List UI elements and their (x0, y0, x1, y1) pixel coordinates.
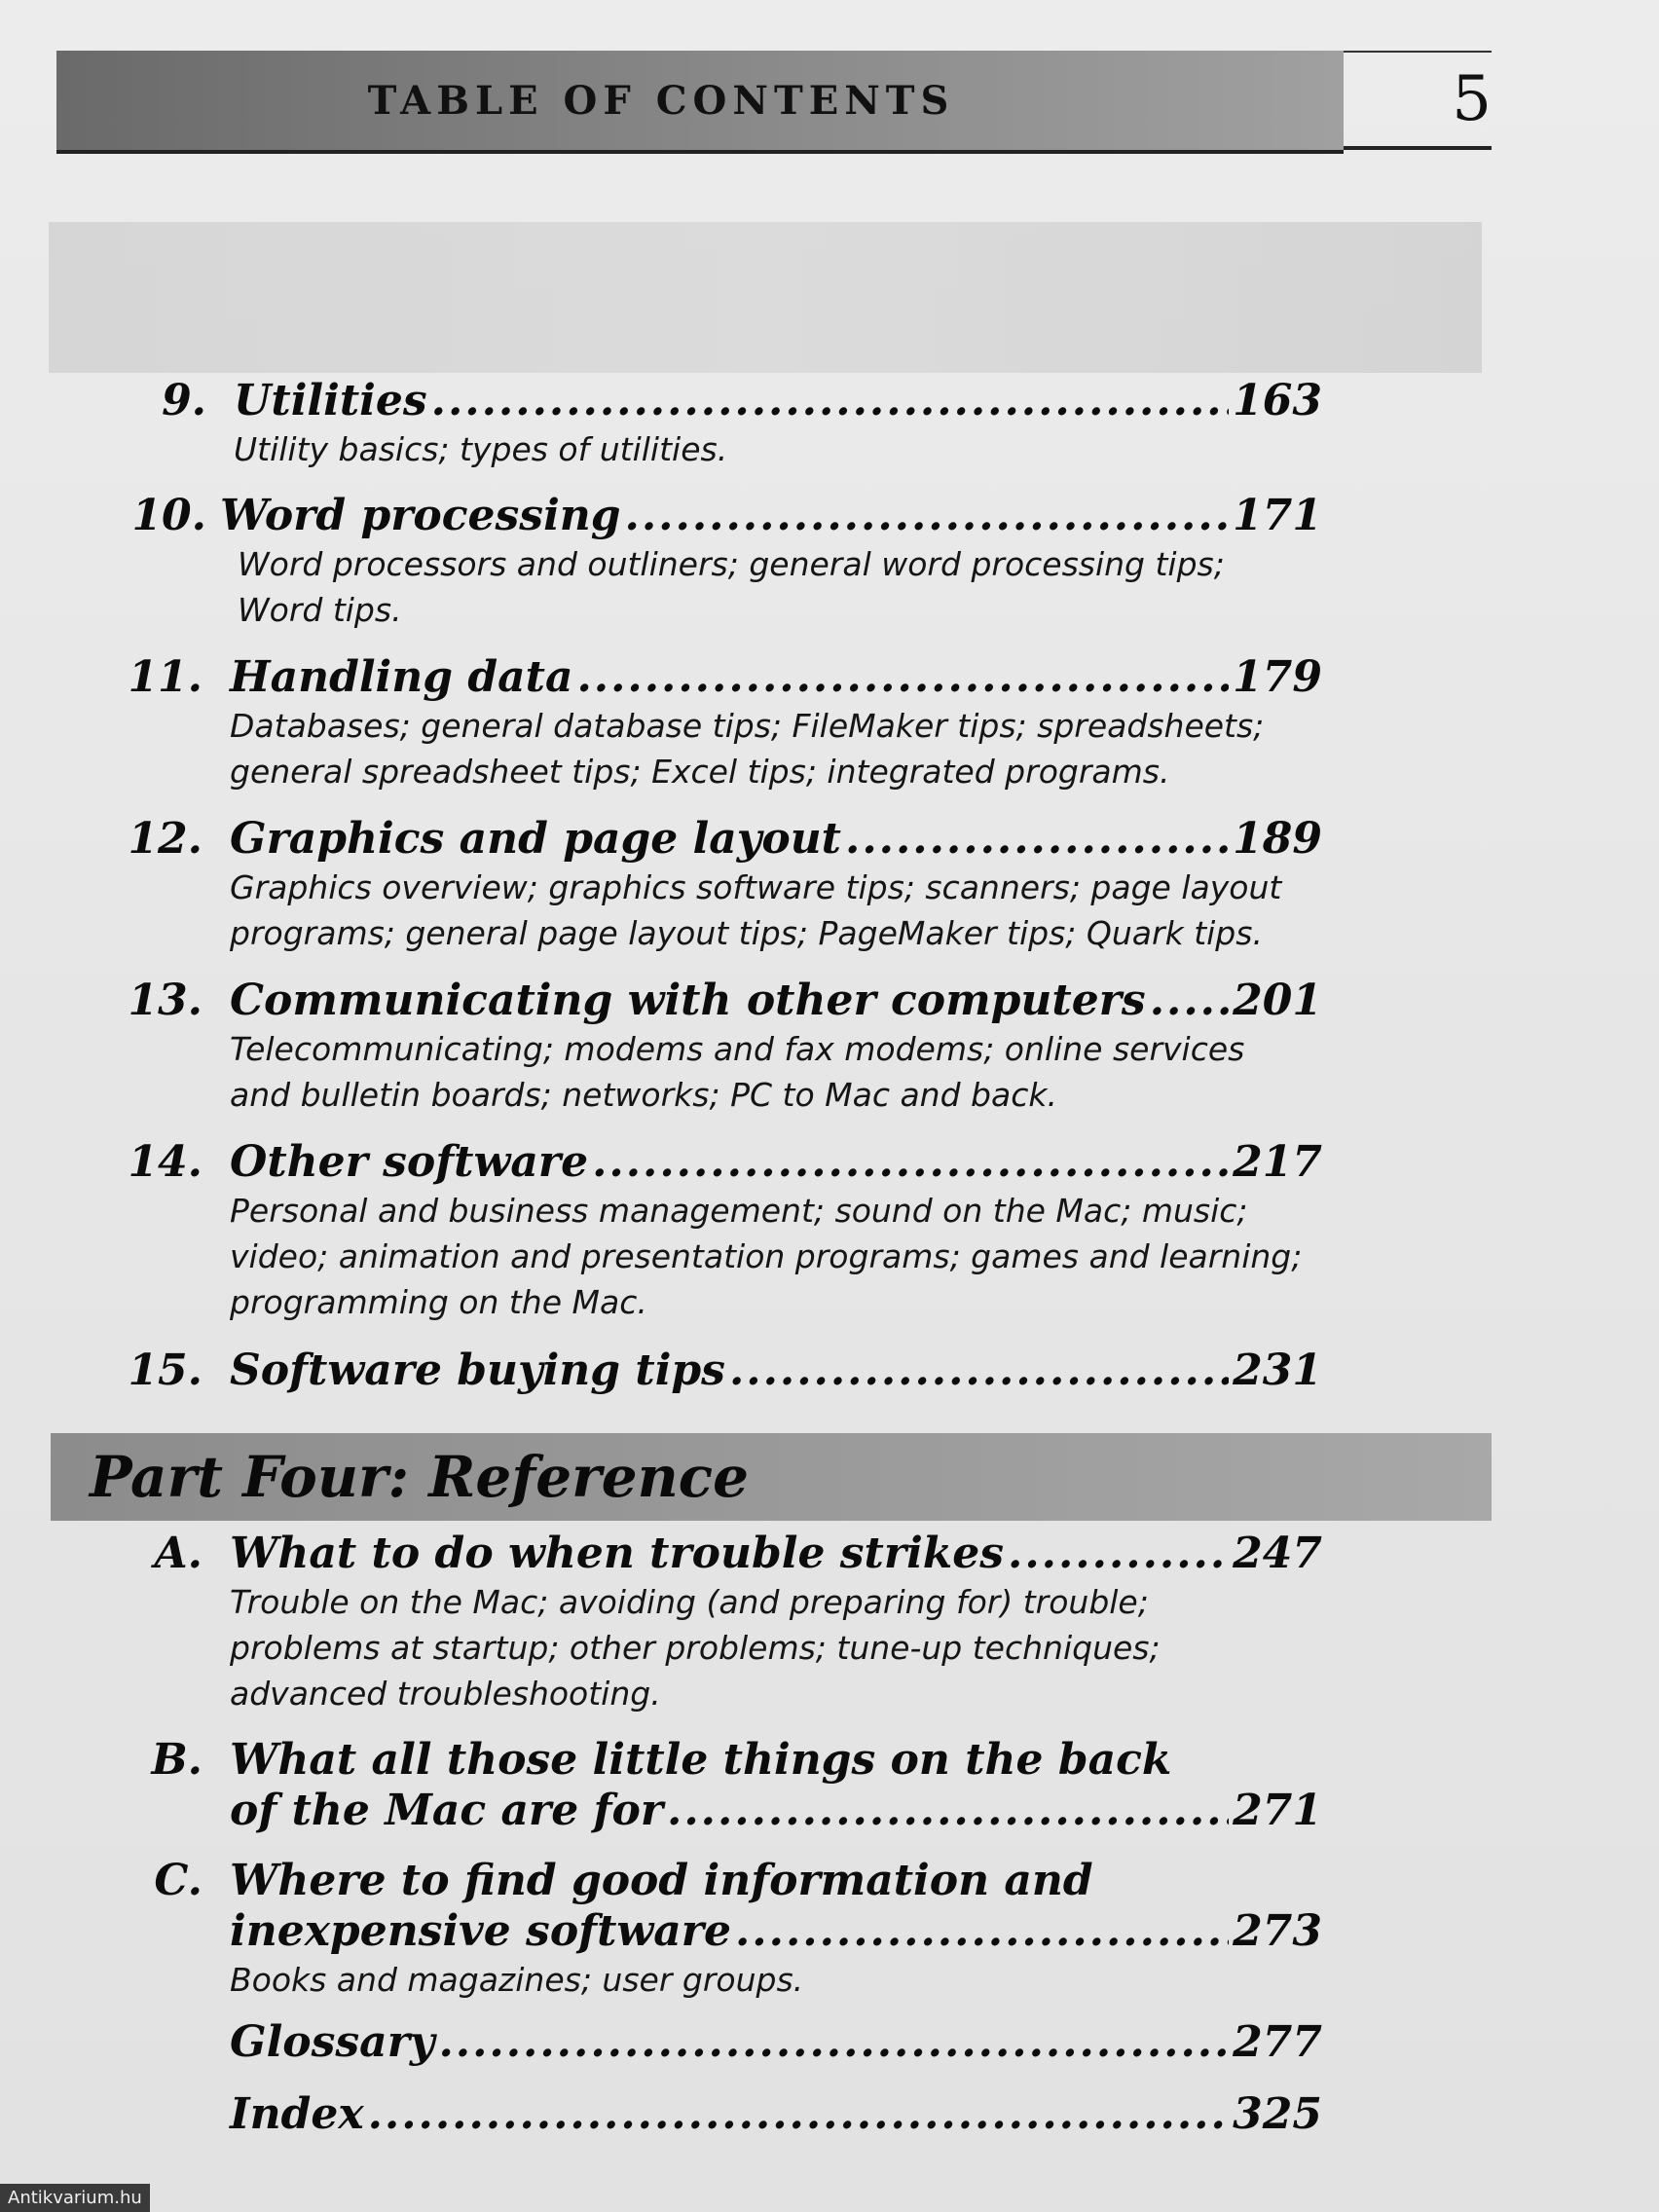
part-four-bar (51, 1433, 1492, 1521)
dot-leader (592, 1137, 1229, 1188)
dot-leader (667, 1786, 1229, 1836)
entry-number: 11. (128, 652, 203, 702)
entry-description: Trouble on the Mac; avoiding (and preparing for) trouble; (230, 1583, 1149, 1621)
entry-title: What to do when trouble strikes (230, 1529, 1005, 1578)
entry-page: 217 (1233, 1137, 1322, 1187)
dot-leader (735, 1906, 1229, 1957)
toc-entry-a[interactable] (123, 1529, 1322, 1716)
entry-page: 163 (1233, 376, 1322, 425)
dot-leader (729, 1346, 1229, 1396)
entry-description: programs; general page layout tips; PageMaker tips; Quark tips. (230, 914, 1263, 952)
entry-number: B. (151, 1735, 203, 1785)
dot-leader (1150, 976, 1229, 1026)
entry-description: general spreadsheet tips; Excel tips; integrated programs. (230, 753, 1170, 791)
entry-page: 201 (1233, 976, 1322, 1025)
toc-entry-13[interactable] (123, 976, 1322, 1118)
watermark: Antikvarium.hu (0, 2184, 150, 2212)
entry-page: 171 (1233, 491, 1322, 540)
bleed-through-band (49, 222, 1482, 373)
page-number: 5 (1344, 51, 1492, 150)
entry-number: 12. (128, 814, 203, 864)
entry-page: 189 (1233, 814, 1322, 864)
entry-title: Glossary (230, 2017, 435, 2067)
entry-number: 9. (162, 376, 206, 425)
header-bar (56, 51, 1344, 154)
toc-entry-15[interactable] (123, 1346, 1322, 1396)
entry-description: Utility basics; types of utilities. (234, 430, 728, 468)
entry-description: Telecommunicating; modems and fax modems; online services (230, 1030, 1245, 1068)
entry-page: 179 (1233, 652, 1322, 702)
entry-description: video; animation and presentation programs; games and learning; (230, 1237, 1303, 1275)
dot-leader (576, 652, 1229, 703)
entry-number: 14. (128, 1137, 203, 1187)
dot-leader (368, 2089, 1230, 2140)
entry-description: advanced troubleshooting. (230, 1675, 661, 1713)
entry-title: Where to find good information and (230, 1856, 1093, 1905)
dot-leader (625, 491, 1230, 541)
entry-description: problems at startup; other problems; tune-up techniques; (230, 1629, 1161, 1667)
entry-description: programming on the Mac. (230, 1283, 647, 1321)
entry-description: Word tips. (238, 591, 402, 629)
dot-leader (845, 814, 1229, 865)
dot-leader (1008, 1529, 1229, 1579)
page-title: TABLE OF CONTENTS (367, 77, 955, 124)
entry-number: 15. (128, 1346, 203, 1395)
entry-title: Communicating with other computers (230, 976, 1146, 1025)
entry-page: 231 (1233, 1346, 1322, 1395)
entry-description: Graphics overview; graphics software tips; scanners; page layout (230, 868, 1282, 906)
entry-page: 273 (1233, 1906, 1322, 1956)
toc-entry-10[interactable] (127, 491, 1322, 633)
dot-leader (431, 376, 1229, 426)
entry-title: Software buying tips (230, 1346, 725, 1395)
entry-page: 325 (1233, 2089, 1322, 2139)
entry-title: Index (230, 2089, 364, 2139)
entry-number: C. (154, 1856, 203, 1905)
toc-entry-index[interactable] (230, 2089, 1322, 2140)
toc-entry-b[interactable] (123, 1735, 1322, 1836)
entry-title: Word processing (220, 491, 621, 540)
entry-number: 10. (131, 491, 206, 540)
entry-title: Other software (230, 1137, 589, 1187)
entry-description: Books and magazines; user groups. (230, 1961, 804, 1999)
entry-number: 13. (128, 976, 203, 1025)
entry-description: Personal and business management; sound on the Mac; music; (230, 1192, 1248, 1230)
toc-entry-glossary[interactable] (230, 2017, 1322, 2068)
toc-entry-12[interactable] (123, 814, 1322, 956)
entry-page: 277 (1233, 2017, 1322, 2067)
entry-description: Databases; general database tips; FileMaker tips; spreadsheets; (230, 707, 1265, 745)
entry-title-continued: inexpensive software (230, 1906, 731, 1956)
toc-entry-14[interactable] (123, 1137, 1322, 1325)
entry-description: Word processors and outliners; general word processing tips; (238, 545, 1225, 583)
entry-number: A. (154, 1529, 203, 1578)
toc-entry-9[interactable] (127, 376, 1322, 472)
entry-page: 271 (1233, 1786, 1322, 1835)
entry-title: Handling data (230, 652, 573, 702)
toc-entry-11[interactable] (123, 652, 1322, 794)
entry-description: and bulletin boards; networks; PC to Mac and back. (230, 1076, 1057, 1114)
part-four-title: Part Four: Reference (90, 1444, 749, 1510)
entry-title: What all those little things on the back (230, 1735, 1172, 1785)
entry-title-continued: of the Mac are for (230, 1786, 664, 1835)
dot-leader (438, 2017, 1229, 2068)
entry-title: Utilities (234, 376, 427, 425)
toc-entry-c[interactable] (123, 1856, 1322, 2003)
entry-title: Graphics and page layout (230, 814, 842, 864)
entry-page: 247 (1233, 1529, 1322, 1578)
